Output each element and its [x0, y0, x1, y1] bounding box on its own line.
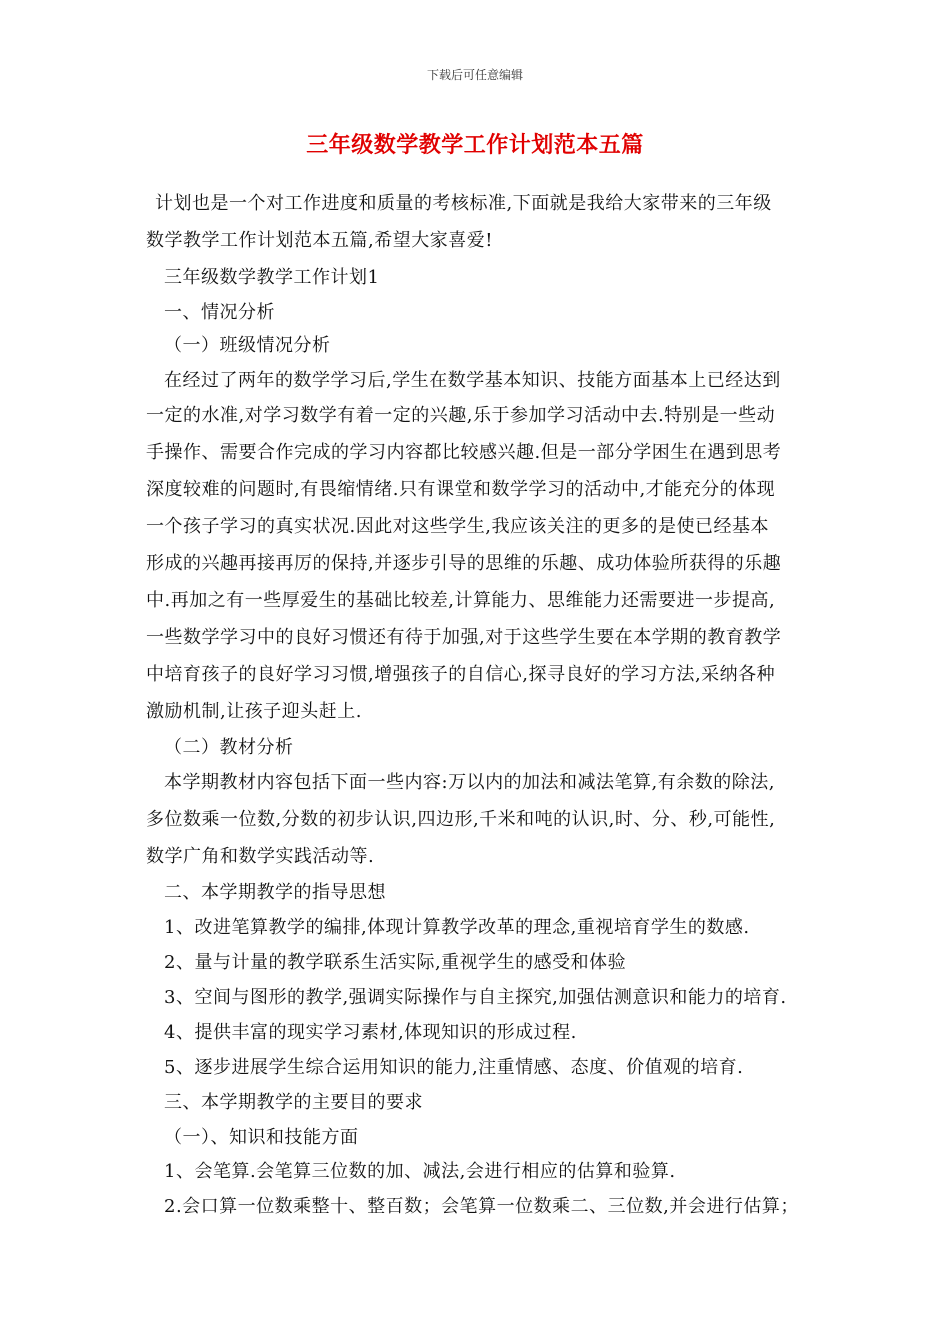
list-item: 4、提供丰富的现实学习素材,体现知识的形成过程.: [164, 1022, 577, 1043]
list-item: 2.会口算一位数乘整十、整百数；会笔算一位数乘二、三位数,并会进行估算；: [164, 1196, 799, 1217]
header-note: 下载后可任意编辑: [426, 68, 523, 82]
paragraph-line: 一定的水准,对学习数学有着一定的兴趣,乐于参加学习活动中去.特别是一些动: [146, 405, 776, 426]
list-item: 3、空间与图形的教学,强调实际操作与自主探究,加强估测意识和能力的培育.: [164, 987, 787, 1008]
section-heading: 二、本学期教学的指导思想: [164, 882, 386, 903]
section-title: 三年级数学教学工作计划1: [164, 267, 380, 288]
paragraph-line: 本学期教材内容包括下面一些内容:万以内的加法和减法笔算,有余数的除法,: [164, 772, 776, 793]
list-item: 1、改进笔算教学的编排,体现计算教学改革的理念,重视培育学生的数感.: [164, 917, 750, 938]
paragraph-line: 一些数学学习中的良好习惯还有待于加强,对于这些学生要在本学期的教育教学: [146, 627, 782, 648]
paragraph-line: 深度较难的问题时,有畏缩情绪.只有课堂和数学学习的活动中,才能充分的体现: [146, 479, 776, 500]
list-item: 1、会笔算.会笔算三位数的加、减法,会进行相应的估算和验算.: [164, 1161, 676, 1182]
document-title: 三年级数学教学工作计划范本五篇: [306, 132, 644, 158]
paragraph-line: 多位数乘一位数,分数的初步认识,四边形,千米和吨的认识,时、分、秒,可能性,: [146, 809, 776, 830]
subsection-heading: （二）教材分析: [164, 737, 294, 758]
paragraph-line: 手操作、需要合作完成的学习内容都比较感兴趣.但是一部分学困生在遇到思考: [146, 442, 782, 463]
paragraph-line: 在经过了两年的数学学习后,学生在数学基本知识、技能方面基本上已经达到: [164, 370, 781, 391]
paragraph-line: 计划也是一个对工作进度和质量的考核标准,下面就是我给大家带来的三年级: [155, 193, 772, 214]
section-heading: 一、情况分析: [164, 302, 275, 323]
paragraph-line: 一个孩子学习的真实状况.因此对这些学生,我应该关注的更多的是使已经基本: [146, 516, 769, 537]
subsection-heading: （一）、知识和技能方面: [164, 1127, 359, 1148]
paragraph-line: 数学教学工作计划范本五篇,希望大家喜爱!: [146, 230, 493, 251]
paragraph-line: 中培育孩子的良好学习习惯,增强孩子的自信心,探寻良好的学习方法,采纳各种: [146, 664, 776, 685]
paragraph-line: 激励机制,让孩子迎头赶上.: [146, 701, 362, 722]
section-heading: 三、本学期教学的主要目的要求: [164, 1092, 423, 1113]
paragraph-line: 形成的兴趣再接再厉的保持,并逐步引导的思维的乐趣、成功体验所获得的乐趣: [146, 553, 782, 574]
list-item: 2、量与计量的教学联系生活实际,重视学生的感受和体验: [164, 952, 627, 973]
paragraph-line: 中.再加之有一些厚爱生的基础比较差,计算能力、思维能力还需要进一步提高,: [146, 590, 776, 611]
list-item: 5、逐步进展学生综合运用知识的能力,注重情感、态度、价值观的培育.: [164, 1057, 744, 1078]
paragraph-line: 数学广角和数学实践活动等.: [146, 846, 375, 867]
subsection-heading: （一）班级情况分析: [164, 335, 331, 356]
